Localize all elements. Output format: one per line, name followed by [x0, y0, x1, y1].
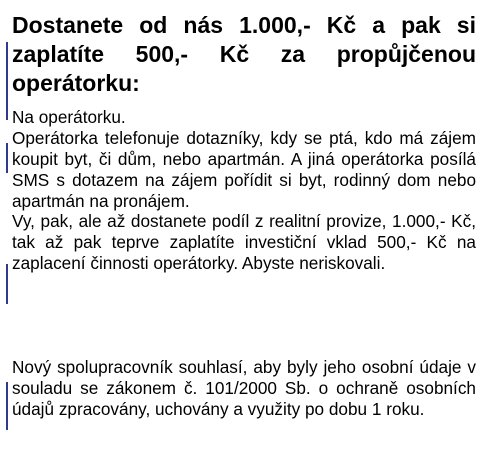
paragraph-payment-terms: Vy, pak, ale až dostanete podíl z realitní provize, 1.000,- Kč, tak až pak teprve zaplatíte investiční vklad 500,- Kč na zaplacení činnosti operátorky. Abyste neriskovali. — [12, 211, 476, 273]
paragraph-intro: Na operátorku. — [12, 107, 126, 127]
paragraph-operator-description: Operátorka telefonuje dotazníky, kdy se ptá, kdo má zájem koupit byt, či dům, nebo apartmán. A jiná operátorka posílá SMS s dotazem na zájem pořídit si byt, rodinný dom nebo apartmán na pronájem. — [12, 128, 476, 211]
margin-change-bar — [0, 382, 8, 430]
margin-change-bar — [0, 264, 8, 304]
paragraph-data-consent: Nový spolupracovník souhlasí, aby byly jeho osobní údaje v souladu se zákonem č. 101/2000 Sb. o ochraně osobních údajů zpracovány, uchovány a využity po dobu 1 roku. — [12, 357, 476, 419]
document-heading: Dostanete od nás 1.000,- Kč a pak si zaplatíte 500,- Kč za propůjčenou operátorku: — [12, 12, 476, 96]
margin-change-bar — [0, 42, 8, 120]
margin-change-bar — [0, 143, 8, 173]
